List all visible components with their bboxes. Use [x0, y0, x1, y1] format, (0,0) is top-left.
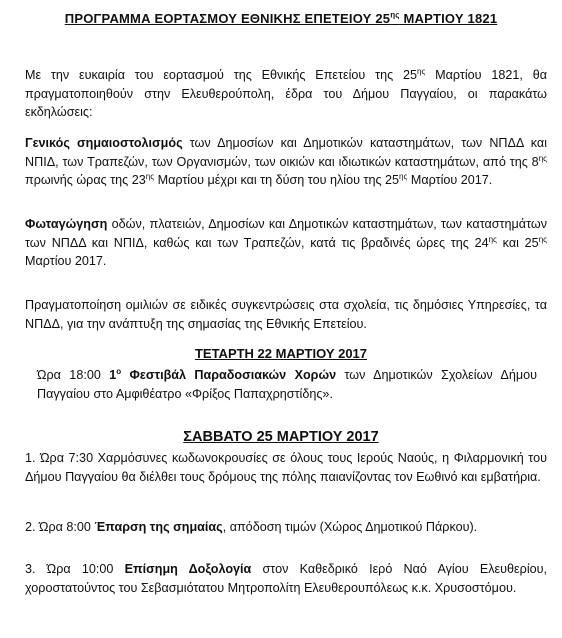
superscript: ης: [399, 171, 408, 181]
lights-paragraph: [25, 215, 547, 271]
superscript: ης: [488, 234, 497, 244]
item2-time: 2. Ώρα 8:00: [25, 520, 95, 534]
day1-event-text: των Δημοτικών Σχολείων Δήμου Παγγαίου στο Αμφιθέατρο «Φρίξος Παπαχρηστίδης».: [37, 368, 537, 401]
item3-time: 3. Ώρα 10:00: [25, 562, 125, 576]
day1-event: [37, 366, 537, 403]
item3-bold-title: Επίσημη Δοξολογία: [124, 562, 252, 576]
flags-text-c: Μαρτίου μέχρι και τη δύση του ηλίου της 25: [154, 173, 400, 187]
superscript: ο: [116, 366, 122, 376]
lights-bold-term: Φωταγώγηση: [25, 217, 108, 231]
intro-text-a: Με την ευκαιρία του εορτασμού της Εθνικής Επετείου της 25: [25, 68, 417, 82]
superscript: ης: [417, 66, 426, 76]
day1-festival-title: Φεστιβάλ Παραδοσιακών Χορών: [121, 368, 337, 382]
day2-heading: ΣΑΒΒΑΤΟ 25 ΜΑΡΤΙΟΥ 2017: [183, 429, 379, 445]
flags-text-b: πρωινής ώρας της 23: [25, 173, 146, 187]
flags-text-a: των Δημοσίων και Δημοτικών καταστημάτων, των ΝΠΔΔ και ΝΠΙΔ, των Τραπεζών, των Οργανισμών, των οικιών και ιδιωτικών καταστημάτων, από της 8: [25, 136, 548, 169]
intro-paragraph: [25, 66, 547, 122]
day2-item-2: [25, 518, 547, 537]
speeches-paragraph: Πραγματοποίηση ομιλιών σε ειδικές συγκεντρώσεις στα σχολεία, τις δημόσιες Υπηρεσίες, τα ΝΠΔΔ, για την ανάπτυξη της σημασίας της Εθνικής Επετείου.: [25, 298, 547, 331]
lights-text-a: οδών, πλατειών, Δημοσίων και Δημοτικών καταστημάτων, των καταστημάτων των ΝΠΔΔ και ΝΠΙΔ, καθώς και των Τραπεζών, κατά τις βραδινές ώρες της 24: [25, 217, 547, 250]
day1-festival-number: 1: [109, 368, 117, 382]
day2-item-1: 1. Ώρα 7:30 Χαρμόσυνες κωδωνοκρουσίες σε όλους τους Ιερούς Ναούς, η Φιλαρμονική του Δήμου Παγγαίου θα διέλθει τους δρόμους της πόλης παιανίζοντας τον Εωθινό και εμβατήρια.: [25, 451, 547, 484]
title-text-end: ΜΑΡΤΙΟΥ 1821: [399, 11, 498, 26]
page-title: [0, 11, 562, 26]
flags-bold-term: Γενικός σημαιοστολισμός: [25, 136, 183, 150]
superscript: ης: [145, 171, 155, 181]
day2-item-3: [25, 560, 547, 597]
item2-bold-title: Έπαρση της σημαίας: [94, 520, 223, 534]
item3-text: στον Καθεδρικό Ιερό Ναό Αγίου Ελευθερίου, χοροστατούντος του Σεβασμιότατου Μητροπολίτη Ελευθερουπόλεως κ.κ. Χρυσοστόμου.: [25, 562, 548, 595]
item2-text: , απόδοση τιμών (Χώρος Δημοτικού Πάρκου).: [222, 520, 478, 534]
day1-heading: ΤΕΤΑΡΤΗ 22 ΜΑΡΤΙΟΥ 2017: [194, 346, 368, 361]
lights-text-c: Μαρτίου 2017.: [25, 254, 107, 268]
title-text: ΠΡΟΓΡΑΜΜΑ ΕΟΡΤΑΣΜΟΥ ΕΘΝΙΚΗΣ ΕΠΕΤΕΙΟΥ 25: [64, 11, 391, 26]
flags-text-d: Μαρτίου 2017.: [407, 173, 493, 187]
superscript: ης: [538, 234, 547, 244]
day1-time: Ώρα 18:00: [37, 368, 110, 382]
superscript: ης: [538, 153, 547, 163]
title-superscript: ης: [390, 10, 400, 20]
intro-text-b: Μαρτίου 1821, θα πραγματοποιηθούν στην Ελευθερούπολη, έδρα του Δήμου Παγγαίου, οι παρακάτω εκδηλώσεις:: [25, 68, 547, 119]
lights-text-b: και 25: [496, 235, 539, 250]
flags-paragraph: [25, 134, 547, 190]
